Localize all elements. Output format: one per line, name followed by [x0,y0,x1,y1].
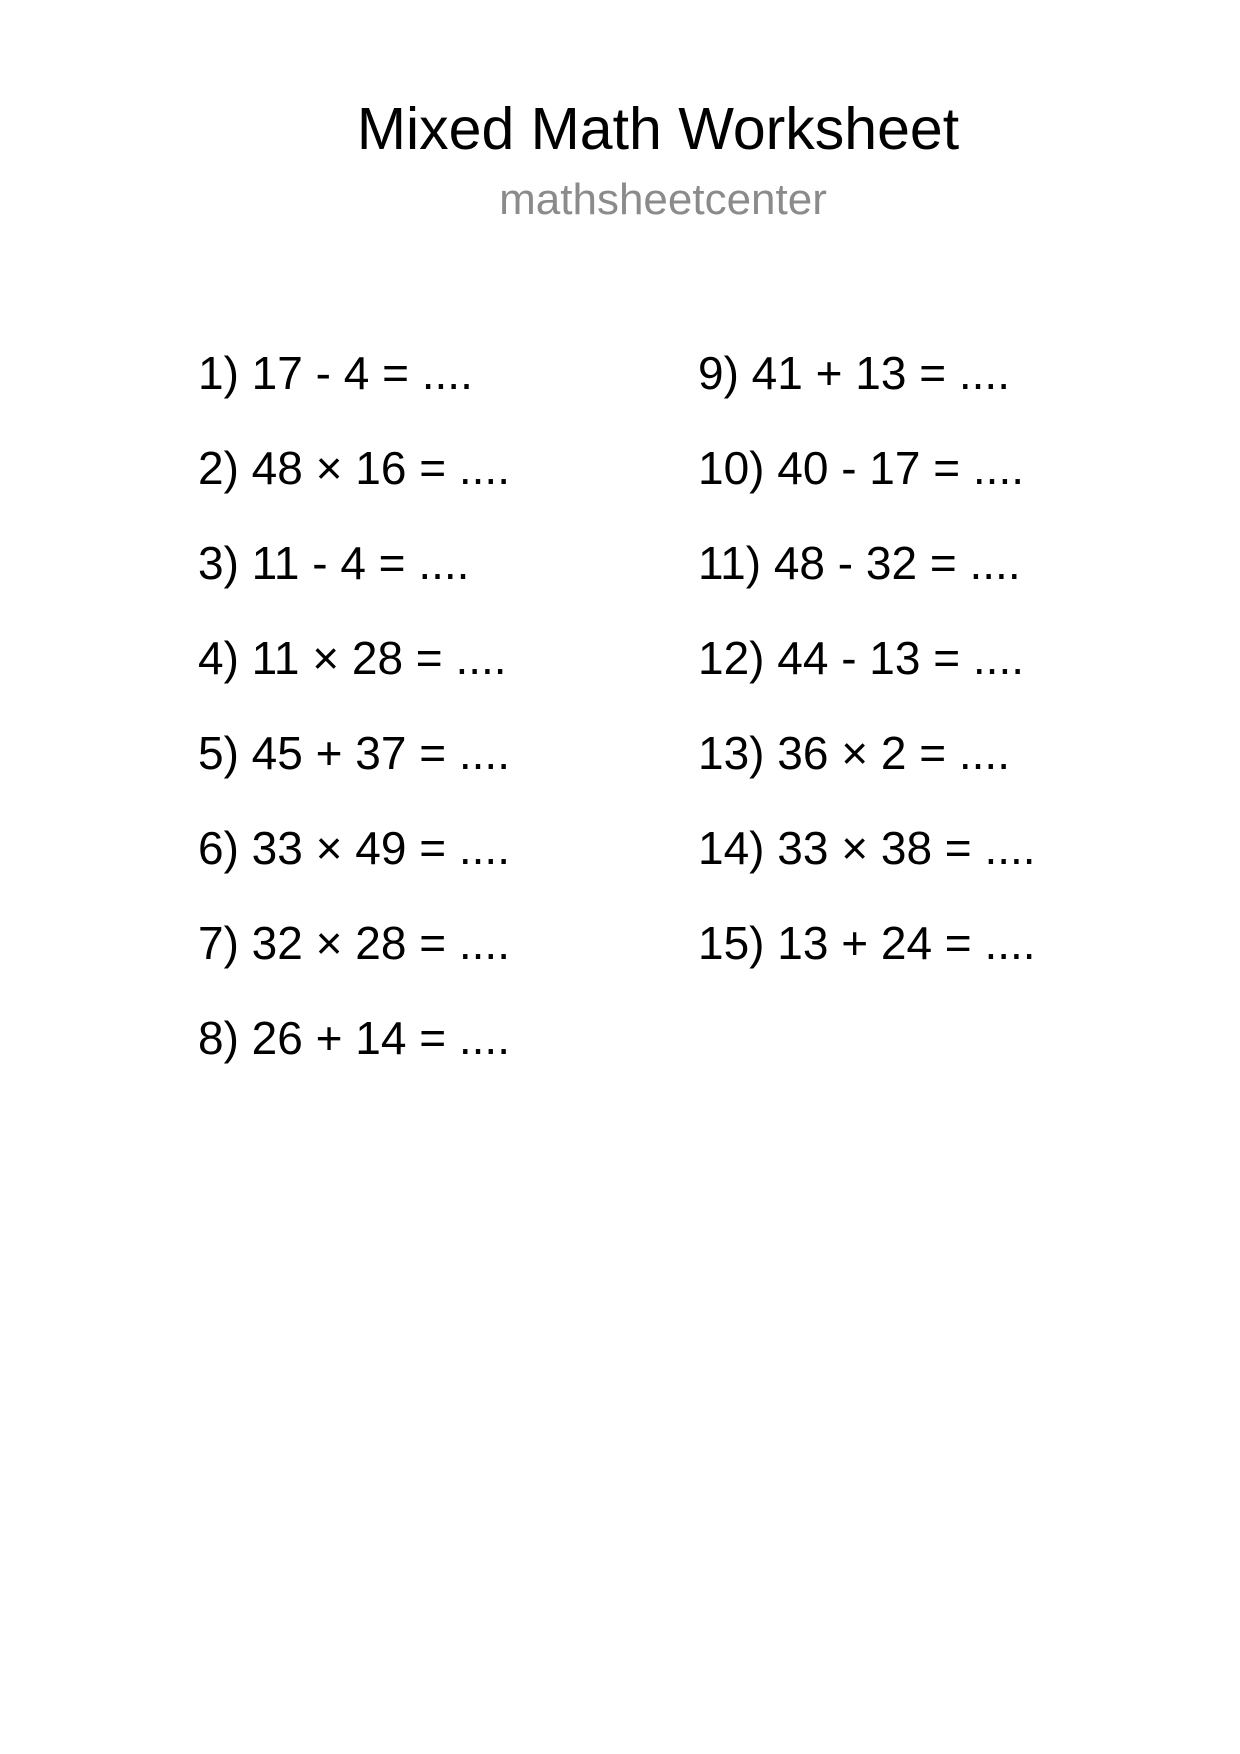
problem-5: 5) 45 + 37 = .... [198,727,510,779]
problem-15: 15) 13 + 24 = .... [698,917,1036,969]
problem-13: 13) 36 × 2 = .... [698,727,1010,779]
problems-left-column [198,347,510,1110]
problem-14: 14) 33 × 38 = .... [698,822,1036,874]
problem-3: 3) 11 - 4 = .... [198,537,470,589]
problem-1: 1) 17 - 4 = .... [198,347,473,399]
problem-8: 8) 26 + 14 = .... [198,1012,510,1064]
problem-4: 4) 11 × 28 = .... [198,632,507,684]
worksheet-subtitle: mathsheetcenter [499,175,827,224]
problem-9: 9) 41 + 13 = .... [698,347,1010,399]
worksheet-title: Mixed Math Worksheet [356,96,960,162]
problem-2: 2) 48 × 16 = .... [198,442,510,494]
problem-7: 7) 32 × 28 = .... [198,917,510,969]
problem-11: 11) 48 - 32 = .... [698,537,1021,589]
problem-10: 10) 40 - 17 = .... [698,442,1025,494]
problem-6: 6) 33 × 49 = .... [198,822,510,874]
problem-12: 12) 44 - 13 = .... [698,632,1025,684]
problems-right-column [698,347,1036,1015]
